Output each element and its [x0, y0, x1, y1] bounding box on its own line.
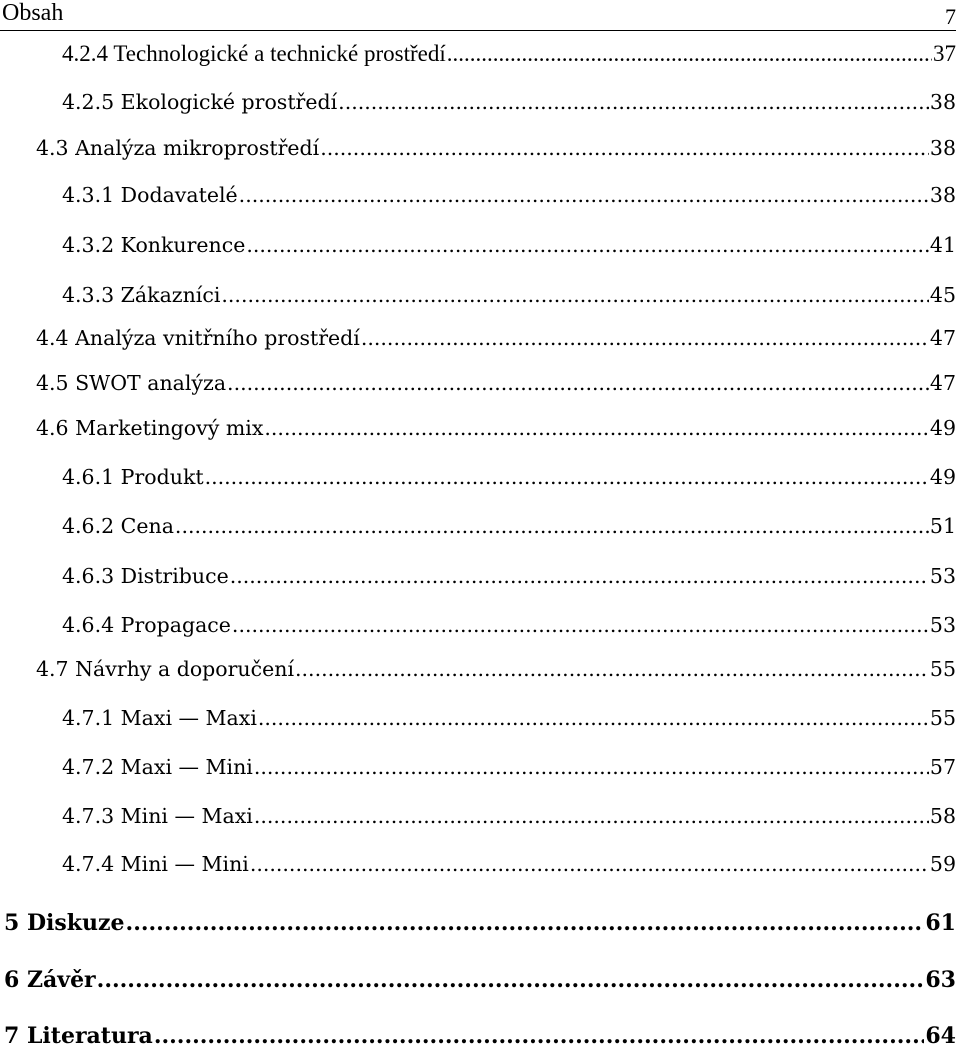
toc-entry-page: 47	[929, 326, 956, 350]
toc-entry-page: 37	[933, 41, 956, 66]
toc-leader	[175, 513, 929, 539]
toc-entry[interactable]	[36, 415, 956, 441]
toc-entry-page: 38	[929, 90, 956, 114]
toc-entry-page: 55	[929, 657, 956, 681]
toc-entry-page: 58	[929, 804, 956, 828]
toc-entry-label: 4.2.5 Ekologické prostředí	[62, 90, 338, 114]
toc-entry[interactable]	[62, 705, 956, 731]
toc-leader	[126, 910, 925, 936]
toc-entry-label: 4.7.3 Mini — Maxi	[62, 804, 253, 828]
toc-entry[interactable]	[62, 563, 956, 589]
toc-leader	[97, 967, 925, 993]
toc-leader	[232, 612, 929, 638]
toc-entry-label: 4.6.4 Propagace	[62, 613, 231, 637]
toc-entry-label: 4.2.4 Technologické a technické prostředí	[62, 41, 446, 66]
toc-entry[interactable]	[62, 754, 956, 780]
toc-entry-label: 4.5 SWOT analýza	[36, 371, 227, 395]
toc-entry[interactable]	[62, 464, 956, 490]
toc-entry-label: 4.3 Analýza mikroprostředí	[36, 136, 320, 160]
toc-entry[interactable]	[62, 513, 956, 539]
toc-leader	[264, 415, 929, 441]
toc-entry-page: 59	[929, 852, 956, 876]
toc-entry-page: 49	[929, 416, 956, 440]
toc-entry-label: 4.7.4 Mini — Mini	[62, 852, 249, 876]
toc-entry[interactable]	[62, 803, 956, 829]
toc-entry[interactable]	[36, 370, 956, 396]
toc-entry-page: 55	[929, 706, 956, 730]
toc-entry-page: 53	[929, 613, 956, 637]
toc-leader	[230, 563, 929, 589]
toc-leader	[221, 282, 929, 308]
toc-entry[interactable]	[62, 851, 956, 877]
toc-entry-label: 4.6.3 Distribuce	[62, 564, 229, 588]
toc-entry-page: 57	[929, 755, 956, 779]
toc-entry-page: 38	[929, 136, 956, 160]
toc-entry-page: 41	[929, 233, 956, 257]
toc-entry-page: 45	[929, 283, 956, 307]
toc-leader	[320, 135, 929, 161]
toc-chapter-entry[interactable]	[4, 967, 956, 993]
toc-entry-label: 4.6.2 Cena	[62, 514, 174, 538]
header-title: Obsah	[2, 0, 64, 26]
toc-entry[interactable]	[62, 41, 956, 67]
toc-entry-page: 51	[929, 514, 956, 538]
toc-entry-label: 4.6.1 Produkt	[62, 465, 204, 489]
toc-entry[interactable]	[62, 612, 956, 638]
toc-leader	[227, 370, 929, 396]
toc-entry[interactable]	[36, 135, 956, 161]
toc-entry[interactable]	[62, 282, 956, 308]
toc-leader	[361, 325, 929, 351]
toc-entry-label: 4.3.3 Zákazníci	[62, 283, 221, 307]
toc-entry-page: 38	[929, 183, 956, 207]
toc-entry-page: 61	[925, 910, 956, 936]
toc-entry-page: 64	[925, 1023, 956, 1049]
toc-entry-page: 63	[925, 967, 956, 993]
toc-leader	[250, 851, 929, 877]
toc-leader	[246, 232, 929, 258]
toc-leader	[447, 41, 932, 67]
toc-entry-label: 4.7 Návrhy a doporučení	[36, 657, 295, 681]
toc-leader	[254, 803, 929, 829]
toc-leader	[239, 182, 929, 208]
toc-chapter-entry[interactable]	[4, 910, 956, 936]
toc-entry[interactable]	[62, 182, 956, 208]
toc-entry-label: 4.3.2 Konkurence	[62, 233, 246, 257]
toc-entry[interactable]	[36, 656, 956, 682]
toc-entry-page: 47	[929, 371, 956, 395]
toc-chapter-entry[interactable]	[4, 1023, 956, 1049]
toc-entry[interactable]	[62, 232, 956, 258]
toc-entry-label: 4.4 Analýza vnitřního prostředí	[36, 326, 360, 350]
toc-entry-label: 4.7.2 Maxi — Mini	[62, 755, 253, 779]
toc-leader	[154, 1023, 925, 1049]
toc-leader	[258, 705, 929, 731]
page-header	[0, 0, 956, 31]
toc-entry-label: 7 Literatura	[4, 1023, 153, 1049]
toc-entry[interactable]	[36, 325, 956, 351]
toc-entry[interactable]	[62, 89, 956, 115]
toc-entry-label: 4.6 Marketingový mix	[36, 416, 264, 440]
toc-entry-label: 6 Závěr	[4, 967, 96, 993]
header-page-number: 7	[945, 4, 956, 29]
toc-leader	[295, 656, 929, 682]
toc-leader	[254, 754, 929, 780]
toc-entry-page: 49	[929, 465, 956, 489]
toc-entry-label: 4.7.1 Maxi — Maxi	[62, 706, 257, 730]
toc-leader	[338, 89, 929, 115]
toc-entry-page: 53	[929, 564, 956, 588]
toc-entry-label: 4.3.1 Dodavatelé	[62, 183, 238, 207]
toc-entry-label: 5 Diskuze	[4, 910, 125, 936]
toc-leader	[205, 464, 929, 490]
